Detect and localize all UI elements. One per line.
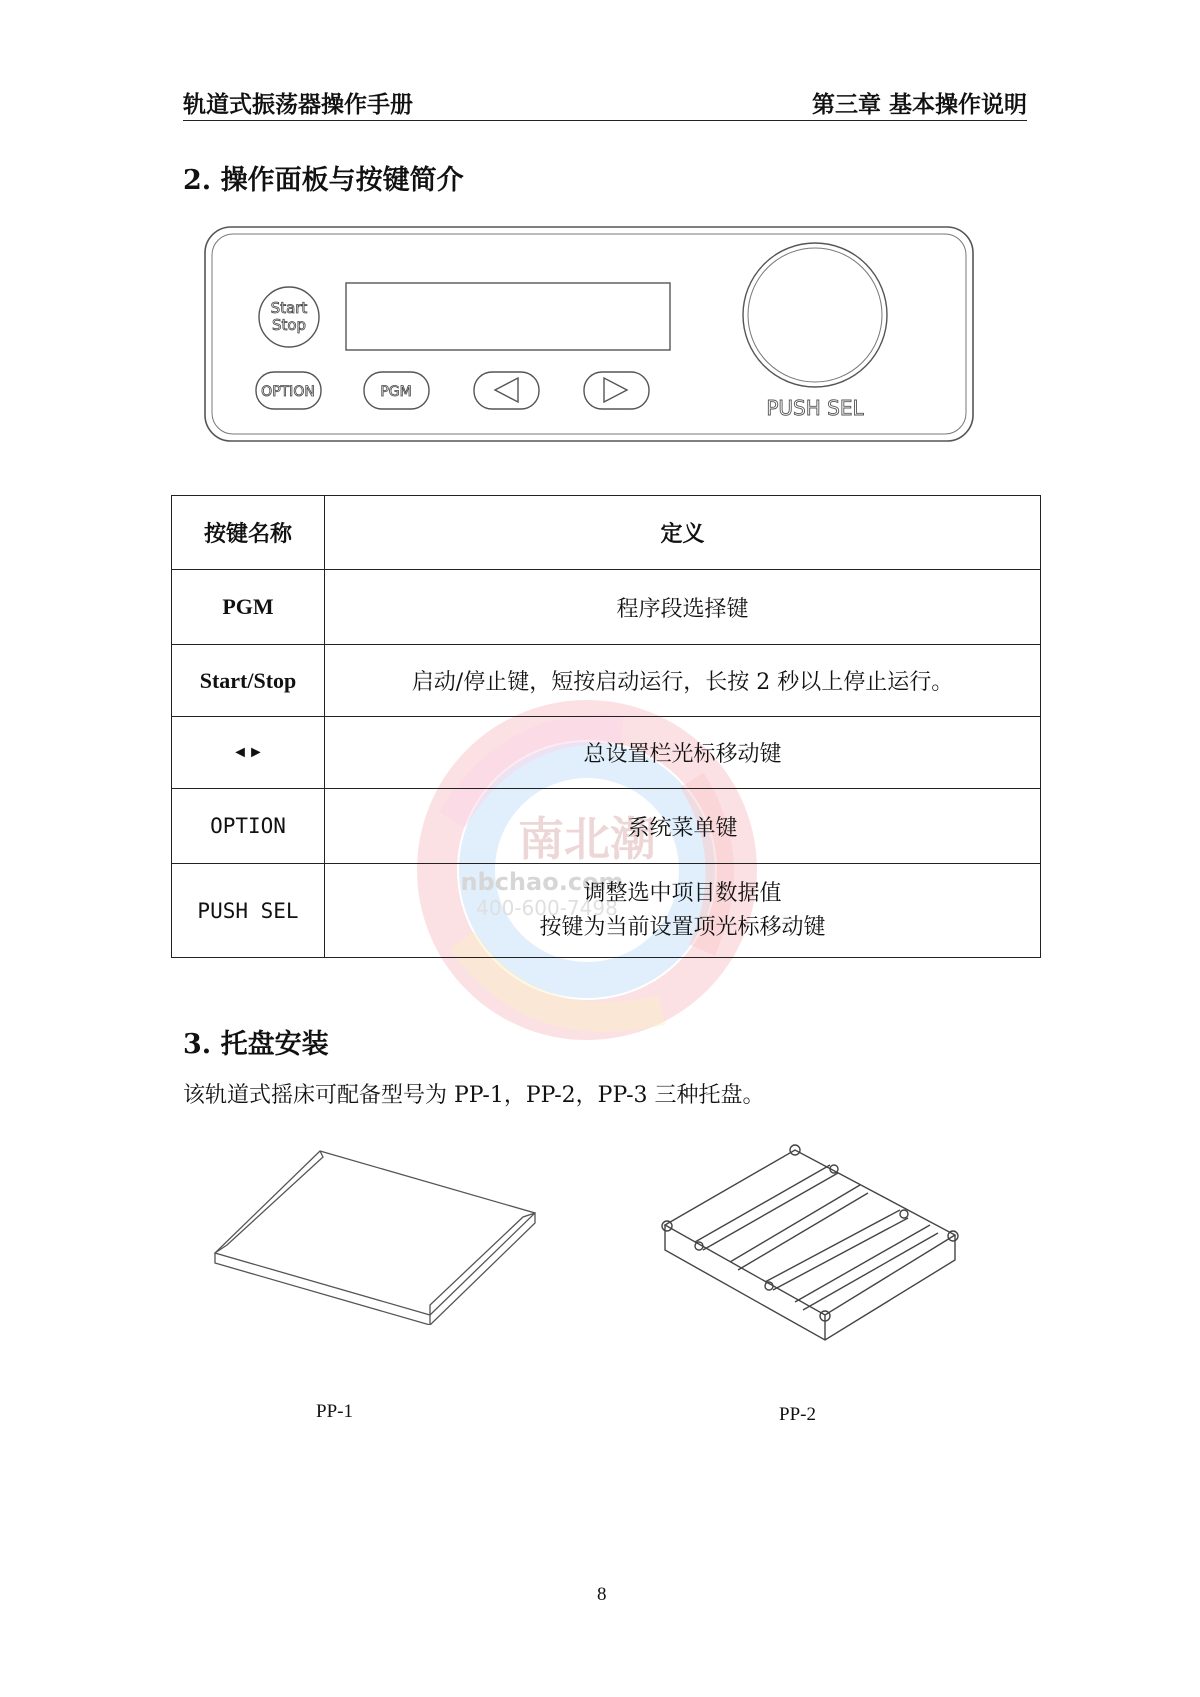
figure-caption-pp1: PP-1 — [316, 1401, 353, 1422]
table-header-row — [172, 496, 1041, 570]
option-button[interactable] — [256, 372, 321, 409]
start-label: Start — [270, 299, 308, 317]
watermark-site: nbchao.com — [460, 868, 624, 896]
header-definition: 定义 — [325, 496, 1041, 570]
key-def-pgm: 程序段选择键 — [325, 570, 1041, 645]
figure-caption-pp2: PP-2 — [779, 1404, 816, 1425]
key-name-push-sel: PUSH SEL — [172, 864, 325, 958]
chapter-title: 第三章 基本操作说明 — [811, 91, 1027, 118]
key-def-option: 系统菜单键 — [325, 789, 1041, 864]
stop-label: Stop — [271, 316, 307, 334]
key-def-arrows: 总设置栏光标移动键 — [325, 717, 1041, 789]
start-stop-button[interactable] — [259, 287, 319, 347]
left-arrow-button[interactable] — [474, 372, 539, 409]
tray-pp1-figure — [205, 1145, 545, 1325]
page-header — [183, 86, 1027, 121]
push-sel-knob[interactable] — [743, 243, 887, 420]
key-def-push-sel-line1: 调整选中项目数据值 — [583, 880, 782, 906]
tray-pp2-figure — [655, 1130, 975, 1355]
watermark-phone: 400-600-7498 — [476, 896, 618, 920]
table-row — [172, 789, 1041, 864]
watermark-brand: 南北潮 — [518, 812, 656, 866]
page-number: 8 — [597, 1584, 607, 1605]
option-label: OPTION — [261, 384, 315, 400]
control-panel-diagram — [203, 225, 975, 443]
right-arrow-icon — [604, 378, 627, 402]
table-row — [172, 570, 1041, 645]
pgm-button[interactable] — [364, 372, 429, 409]
key-name-start-stop: Start/Stop — [172, 645, 325, 717]
table-row — [172, 864, 1041, 958]
table-row — [172, 717, 1041, 789]
push-sel-label: PUSH SEL — [766, 396, 864, 420]
key-name-option: OPTION — [172, 789, 325, 864]
tray-intro-text: 该轨道式摇床可配备型号为 PP-1，PP-2，PP-3 三种托盘。 — [183, 1083, 765, 1108]
header-key-name: 按键名称 — [172, 496, 325, 570]
key-def-start-stop: 启动/停止键，短按启动运行，长按 2 秒以上停止运行。 — [325, 645, 1041, 717]
section-3-title: 3. 托盘安装 — [183, 1029, 329, 1060]
section-2-title: 2. 操作面板与按键简介 — [183, 165, 464, 196]
key-def-push-sel-line2: 按键为当前设置项光标移动键 — [539, 914, 826, 940]
manual-title: 轨道式振荡器操作手册 — [183, 91, 413, 118]
key-def-push-sel — [325, 864, 1041, 958]
key-definition-table — [171, 495, 1041, 958]
lcd-display — [346, 283, 670, 350]
key-name-pgm: PGM — [172, 570, 325, 645]
right-arrow-button[interactable] — [584, 372, 649, 409]
pgm-label: PGM — [380, 384, 412, 400]
table-row — [172, 645, 1041, 717]
key-name-arrows: ◄► — [172, 717, 325, 789]
left-arrow-icon — [495, 378, 518, 402]
